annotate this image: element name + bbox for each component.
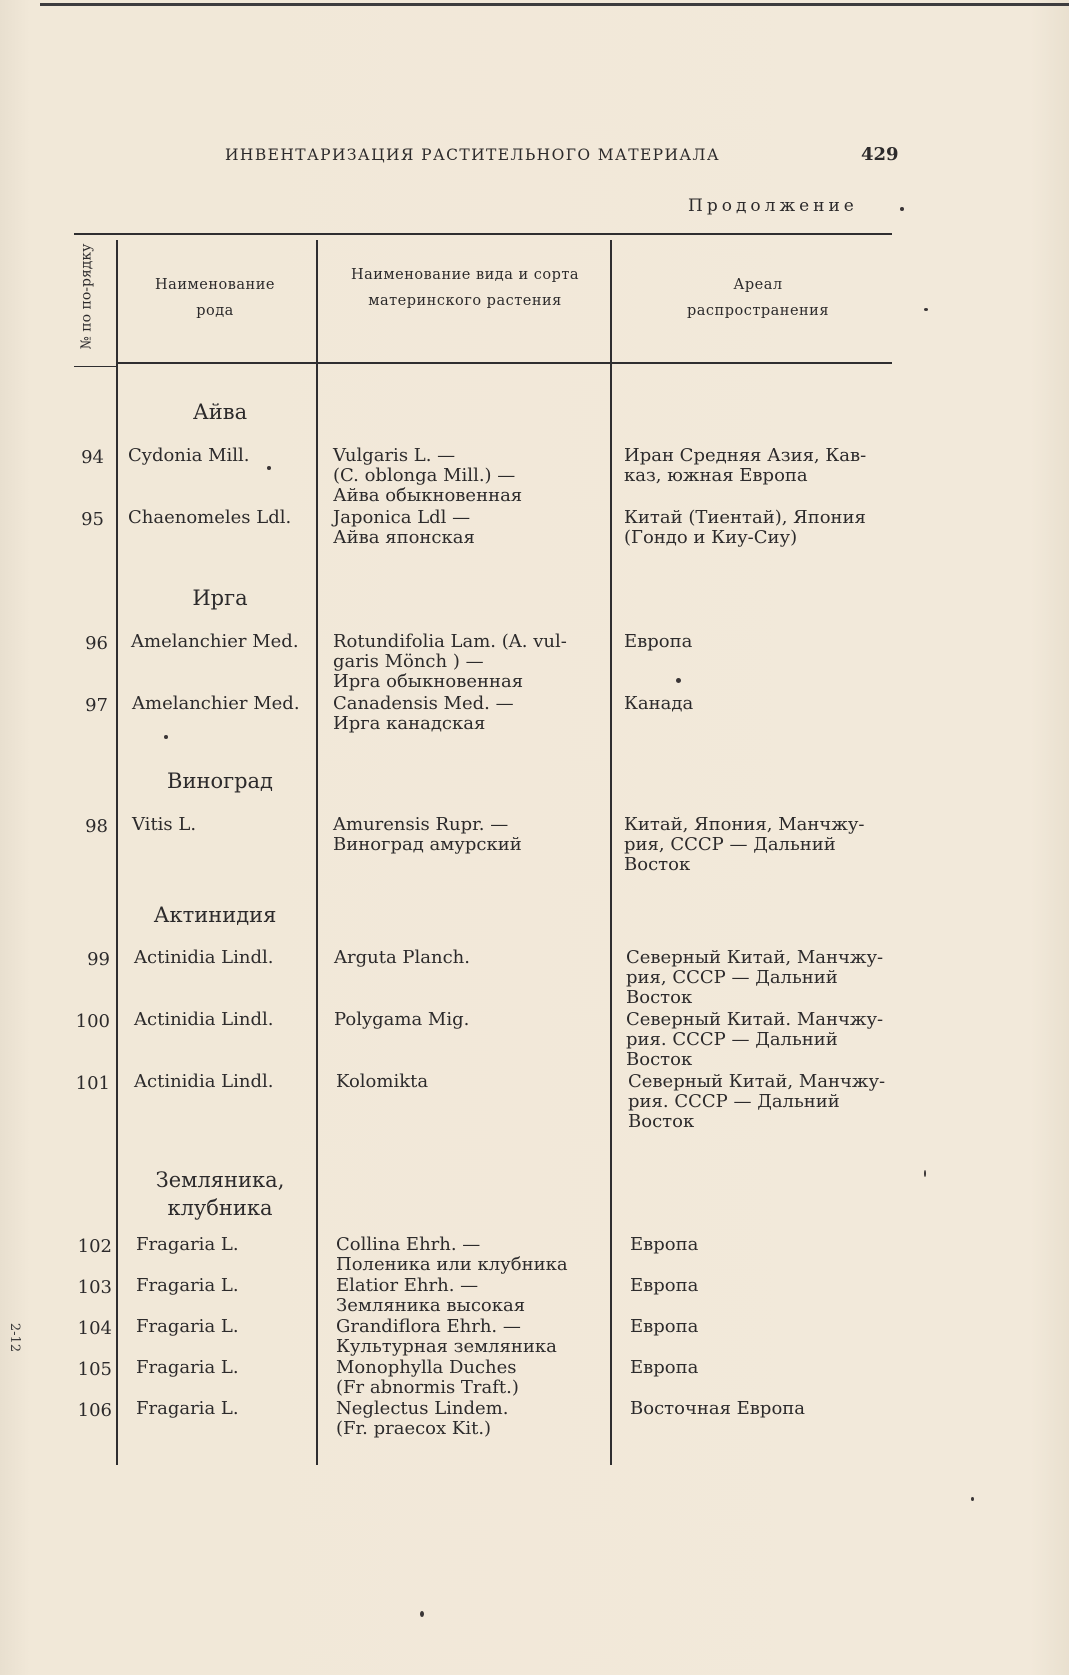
group-heading: Ирга [192, 586, 248, 610]
row-area: Северный Китай, Манчжу- рия, СССР — Дальний Восток [626, 947, 884, 1008]
row-area: Северный Китай. Манчжу- рия. СССР — Дальний Восток [626, 1009, 884, 1070]
header-bottom-rule [116, 362, 892, 364]
row-genus: Actinidia Lindl. [134, 1009, 274, 1030]
row-species: Rotundifolia Lam. (A. vul- garis Mönch ) — Ирга обыкновенная [333, 631, 567, 692]
row-species: Japonica Ldl — Айва японская [333, 507, 475, 548]
row-genus: Amelanchier Med. [132, 693, 300, 714]
group-heading: Айва [192, 400, 248, 424]
row-area: Европа [624, 631, 693, 652]
row-species: Arguta Planch. [334, 947, 470, 968]
header-bottom-rule-2 [74, 366, 116, 367]
row-genus: Actinidia Lindl. [134, 1071, 274, 1092]
row-number: 98 [85, 816, 108, 837]
margin-mark: 2-12 [7, 1322, 23, 1353]
scan-speck [924, 308, 928, 311]
row-number: 100 [75, 1011, 110, 1032]
row-genus: Cydonia Mill. [128, 445, 250, 466]
row-number: 105 [77, 1359, 112, 1380]
row-genus: Fragaria L. [136, 1357, 239, 1378]
page-number: 429 [861, 144, 899, 165]
scan-speck [900, 207, 904, 211]
scan-speck [971, 1497, 974, 1501]
scan-speck [420, 1611, 424, 1617]
row-number: 94 [81, 447, 104, 468]
page-top-edge [40, 3, 1069, 6]
header-area: Ареал распространения [686, 277, 829, 319]
row-area: Европа [630, 1316, 699, 1337]
row-species: Canadensis Med. — Ирга канадская [333, 693, 514, 734]
row-genus: Amelanchier Med. [131, 631, 299, 652]
row-area: Европа [630, 1357, 699, 1378]
header-genus: Наименование рода [155, 277, 275, 319]
running-head: ИНВЕНТАРИЗАЦИЯ РАСТИТЕЛЬНОГО МАТЕРИАЛА [225, 146, 721, 164]
row-number: 103 [77, 1277, 112, 1298]
row-number: 95 [81, 509, 104, 530]
row-number: 101 [75, 1073, 110, 1094]
row-species: Grandiflora Ehrh. — Культурная земляника [336, 1316, 557, 1357]
row-genus: Vitis L. [132, 814, 197, 835]
header-num: № по по-рядку [78, 243, 95, 350]
row-area: Канада [624, 693, 694, 714]
row-species: Monophylla Duches (Fr abnormis Traft.) [336, 1357, 519, 1398]
row-species: Collina Ehrh. — Поленика или клубника [336, 1234, 568, 1275]
row-area: Европа [630, 1275, 699, 1296]
row-number: 104 [77, 1318, 112, 1339]
row-species: Neglectus Lindem. (Fr. praecox Kit.) [336, 1398, 509, 1439]
scan-speck [676, 678, 681, 683]
header-species: Наименование вида и сорта материнского растения [350, 267, 580, 309]
group-heading: Земляника, клубника [155, 1168, 285, 1220]
row-area: Восточная Европа [630, 1398, 806, 1419]
table-top-rule [74, 233, 892, 235]
row-number: 106 [77, 1400, 112, 1421]
row-area: Северный Китай, Манчжу- рия. СССР — Дальний Восток [628, 1071, 886, 1132]
scan-speck [267, 466, 271, 470]
row-area: Иран Средняя Азия, Кав- каз, южная Европа [624, 445, 867, 486]
row-genus: Chaenomeles Ldl. [128, 507, 292, 528]
row-genus: Fragaria L. [136, 1275, 239, 1296]
row-species: Kolomikta [336, 1071, 429, 1092]
group-heading: Актинидия [153, 903, 277, 927]
scan-speck [164, 735, 168, 739]
row-area: Европа [630, 1234, 699, 1255]
row-species: Vulgaris L. — (C. oblonga Mill.) — Айва обыкновенная [333, 445, 523, 506]
row-species: Polygama Mig. [334, 1009, 470, 1030]
row-genus: Fragaria L. [136, 1234, 239, 1255]
row-species: Amurensis Rupr. — Виноград амурский [333, 814, 522, 855]
row-genus: Fragaria L. [136, 1398, 239, 1419]
row-number: 102 [77, 1236, 112, 1257]
scan-speck [924, 1170, 926, 1177]
row-number: 99 [87, 949, 110, 970]
row-area: Китай, Япония, Манчжу- рия, СССР — Дальний Восток [624, 814, 865, 875]
col-divider-2 [316, 240, 318, 1465]
row-genus: Actinidia Lindl. [134, 947, 274, 968]
continuation-label: Продолжение [688, 196, 858, 216]
row-area: Китай (Тиентай), Япония (Гондо и Киу-Сиу) [624, 507, 866, 548]
row-species: Elatior Ehrh. — Земляника высокая [336, 1275, 526, 1316]
row-genus: Fragaria L. [136, 1316, 239, 1337]
row-number: 97 [85, 695, 108, 716]
header-num-cell [67, 243, 107, 358]
group-heading: Виноград [167, 769, 273, 793]
col-divider-1 [116, 240, 118, 1465]
row-number: 96 [85, 633, 108, 654]
